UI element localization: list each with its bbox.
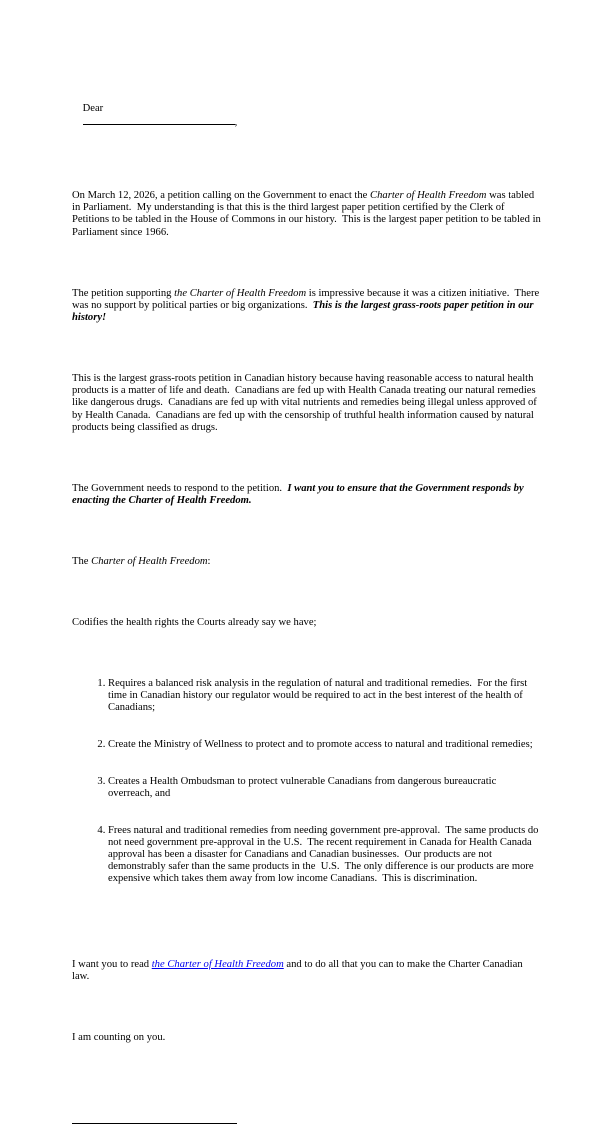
salutation-line: Dear , bbox=[82, 102, 238, 128]
paragraph-government-respond: The Government needs to respond to the petition. I want you to ensure that the Government responds by enacting the Charter of Health Freedom. bbox=[72, 482, 527, 507]
letter-page bbox=[72, 66, 542, 1136]
paragraph-petition-tabled: On March 12, 2026, a petition calling on the Government to enact the Charter of Health Freedom was tabled in Parliament. My understanding is that this is the third largest paper petition certified by the Clerk of Petitions to be tabled in the House of Commons in our history. This is the largest paper petition to be tabled in Parliament since 1966. bbox=[72, 190, 544, 238]
paragraph-citizen-initiative: The petition supporting the Charter of Health Freedom is impressive because it was a citizen initiative. There was no support by political parties or big organizations. This is the largest grass-roots paper petition in our history! bbox=[72, 287, 542, 324]
salutation: Dear bbox=[82, 102, 104, 114]
list-item: 2. Create the Ministry of Wellness to protect and to promote access to natural and traditional remedies; bbox=[108, 739, 542, 751]
list-item: 3. Creates a Health Ombudsman to protect vulnerable Canadians from dangerous bureaucratic overreach, and bbox=[108, 776, 542, 800]
list-item: 1. Requires a balanced risk analysis in the regulation of natural and traditional remedies. For the first time in Canadian history our regulator would be required to act in the best interest of the health of Canadians; bbox=[108, 678, 542, 715]
closing-line: I am counting on you. bbox=[72, 1031, 166, 1043]
list-intro: Codifies the health rights the Courts already say we have; bbox=[72, 617, 317, 629]
recipient-blank-line bbox=[83, 115, 235, 125]
list-item: 4. Frees natural and traditional remedies from needing government pre-approval. The same products do not need government pre-approval in the U.S. The recent requirement in Canada for Health Canada approval has been a disaster for Canadians and Canadian businesses. Our products are not demonstrably safer than the same products in the U.S. The only difference is our products are more expensive which takes them away from low income Canadians. This is discrimination. bbox=[108, 825, 542, 886]
charter-link[interactable]: the Charter of Health Freedom bbox=[151, 958, 284, 970]
paragraph-grassroots: This is the largest grass-roots petition in Canadian history because having reasonable access to natural health products is a matter of life and death. Canadians are fed up with Health Canada treating our natural remedies like dangerous drugs. Canadians are fed up with vital nutrients and remedies being illegal unless approved of by Health Canada. Canadians are fed up with the censorship of truthful health information caused by natural products being classified as drugs. bbox=[72, 373, 540, 433]
paragraph-charter-heading: The Charter of Health Freedom: bbox=[72, 556, 211, 568]
charter-provisions-list bbox=[72, 654, 542, 910]
signature-line bbox=[72, 1123, 237, 1124]
paragraph-read-charter: I want you to read the Charter of Health Freedom and to do all that you can to make the Charter Canadian law. bbox=[72, 958, 526, 982]
